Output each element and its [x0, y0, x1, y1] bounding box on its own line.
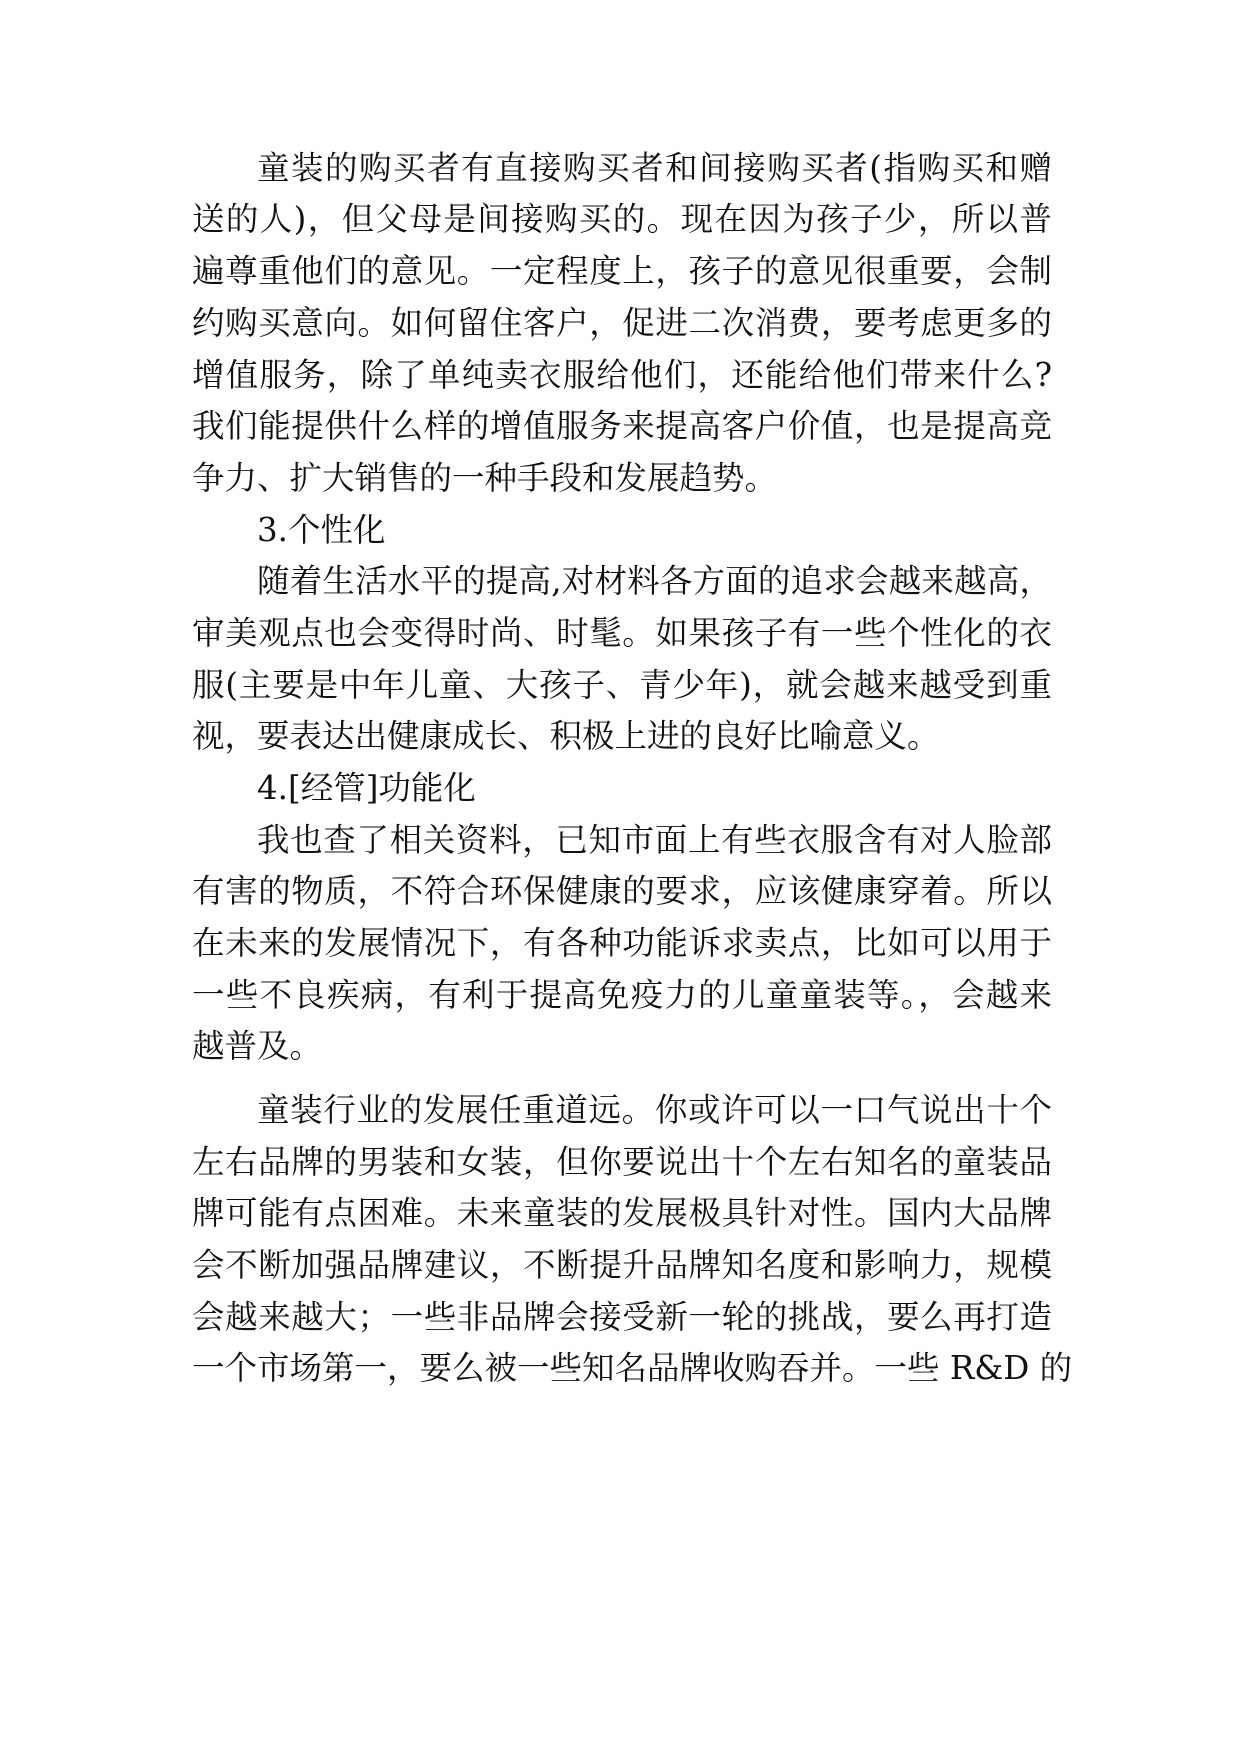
- paragraph-4-line-5: 会越来越大；一些非品牌会接受新一轮的挑战，要么再打造: [192, 1298, 1052, 1336]
- paragraph-4-line-3: 牌可能有点困难。未来童装的发展极具针对性。国内大品牌: [192, 1194, 1052, 1232]
- paragraph-2-line-4: 视，要表达出健康成长、积极上进的良好比喻意义。: [192, 717, 940, 755]
- paragraph-3-line-1: 我也查了相关资料，已知市面上有些衣服含有对人脸部: [257, 821, 1052, 859]
- paragraph-2-line-2: 审美观点也会变得时尚、时髦。如果孩子有一些个性化的衣: [192, 614, 1052, 652]
- section-heading-functionality: 4.[经管]功能化: [257, 769, 476, 807]
- paragraph-1-line-2: 送的人)，但父母是间接购买的。现在因为孩子少，所以普: [192, 200, 1052, 238]
- paragraph-1-line-4: 约购买意向。如何留住客户，促进二次消费，要考虑更多的: [192, 304, 1052, 342]
- paragraph-4-line-6: 一个市场第一，要么被一些知名品牌收购吞并。一些 R&D 的: [192, 1349, 1073, 1387]
- paragraph-3-line-3: 在未来的发展情况下，有各种功能诉求卖点，比如可以用于: [192, 924, 1052, 962]
- paragraph-1-line-6: 我们能提供什么样的增值服务来提高客户价值，也是提高竞: [192, 407, 1052, 445]
- paragraph-4-line-4: 会不断加强品牌建议，不断提升品牌知名度和影响力，规模: [192, 1246, 1052, 1284]
- paragraph-1-line-7: 争力、扩大销售的一种手段和发展趋势。: [192, 459, 778, 497]
- paragraph-2-line-1: 随着生活水平的提高,对材料各方面的追求会越来越高，: [257, 562, 1052, 600]
- paragraph-3-line-2: 有害的物质，不符合环保健康的要求，应该健康穿着。所以: [192, 872, 1052, 910]
- paragraph-1-line-1: 童装的购买者有直接购买者和间接购买者(指购买和赠: [257, 149, 1052, 187]
- paragraph-4-line-1: 童装行业的发展任重道远。你或许可以一口气说出十个: [257, 1091, 1052, 1129]
- section-heading-personalization: 3.个性化: [257, 511, 386, 549]
- paragraph-2-line-3: 服(主要是中年儿童、大孩子、青少年)，就会越来越受到重: [192, 666, 1052, 704]
- paragraph-3-line-4: 一些不良疾病，有利于提高免疫力的儿童童装等。，会越来: [192, 976, 1052, 1014]
- paragraph-3-line-5: 越普及。: [192, 1027, 323, 1065]
- paragraph-1-line-5: 增值服务，除了单纯卖衣服给他们，还能给他们带来什么?: [192, 356, 1052, 394]
- paragraph-4-line-2: 左右品牌的男装和女装，但你要说出十个左右知名的童装品: [192, 1143, 1052, 1181]
- paragraph-1-line-3: 遍尊重他们的意见。一定程度上，孩子的意见很重要，会制: [192, 252, 1052, 290]
